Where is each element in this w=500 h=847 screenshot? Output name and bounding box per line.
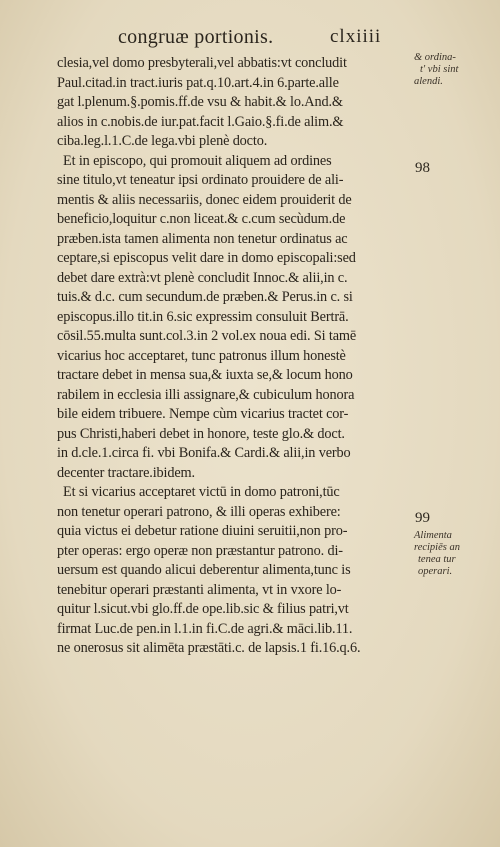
paragraph-start-line: Et in episcopo, qui promouit aliquem ad ordines (63, 152, 332, 169)
text-line: pus Christi,haberi debet in honore, teste glo.& doct. (57, 425, 345, 442)
text-line: episcopus.illo tit.in 6.sic expressim consuluit Bertrā. (57, 308, 349, 325)
text-line: quia victus ei debetur ratione diuini seruitii,non pro- (57, 523, 348, 539)
text-line: sine titulo,vt teneatur ipsi ordinato prouidere de ali- (57, 172, 344, 188)
text-line: firmat Luc.de pen.in l.1.in fi.C.de agri.& māci.lib.11. (57, 620, 353, 637)
text-line: non tenetur operari patrono, & illi operas exhibere: (57, 503, 341, 520)
text-line: ne onerosus sit alimēta præstāti.c. de lapsis.1 fi.16.q.6. (57, 640, 361, 656)
text-line: bile eidem tribuere. Nempe cùm vicarius tractet cor- (57, 406, 349, 422)
text-line: gat l.plenum.§.pomis.ff.de vsu & habit.& lo.And.& (57, 94, 343, 110)
text-line: uersum est quando alicui deberentur alimenta,tunc is (57, 562, 351, 578)
text-line: pter operas: ergo operæ non præstantur patrono. di- (57, 542, 343, 559)
marginal-number: 99 (415, 510, 430, 526)
text-line: rabilem in ecclesia illi assignare,& cubiculum honora (57, 386, 355, 403)
marginal-note: & ordina- t' vbi sint alendi. (414, 52, 459, 87)
text-line: ceptare,si episcopus velit dare in domo episcopali:sed (57, 250, 356, 266)
text-line: tractare debet in mensa sua,& iuxta se,& locum hono (57, 367, 353, 383)
text-line: ciba.leg.l.1.C.de lega.vbi plenè docto. (57, 133, 268, 149)
text-line: clesia,vel domo presbyterali,vel abbatis:vt concludit (57, 55, 347, 71)
paragraph-start-line: Et si vicarius acceptaret victū in domo patroni,tūc (63, 484, 340, 500)
text-line: decenter tractare.ibidem. (57, 464, 195, 481)
folio-number: clxiiii (330, 26, 382, 47)
text-line: tenebitur operari præstanti alimenta, vt in vxore lo- (57, 581, 342, 598)
text-line: mentis & aliis necessariis, donec eidem prouiderit de (57, 191, 352, 208)
text-line: quitur l.sicut.vbi glo.ff.de ope.lib.sic & filius patri,vt (57, 601, 349, 617)
text-line: cōsil.55.multa sunt.col.3.in 2 vol.ex noua edi. Si tamē (57, 328, 357, 344)
text-line: alios in c.nobis.de iur.pat.facit l.Gaio.§.fi.de alim.& (57, 113, 344, 130)
text-line: vicarius hoc acceptaret, tunc patronus illum honestè (57, 347, 346, 364)
text-line: præben.ista tamen alimenta non tenetur ordinatus ac (57, 230, 348, 247)
text-line: Paul.citad.in tract.iuris pat.q.10.art.4.in 6.parte.alle (57, 74, 339, 91)
body-text (57, 54, 412, 659)
text-line: beneficio,loquitur c.non liceat.& c.cum secùdum.de (57, 211, 346, 227)
text-line: in d.cle.1.circa fi. vbi Bonifa.& Cardi.& alii,in verbo (57, 445, 351, 461)
marginal-number: 98 (415, 160, 430, 176)
text-line: debet dare extrà:vt plenè concludit Innoc.& alii,in c. (57, 269, 348, 286)
running-head: congruæ portionis. (118, 26, 274, 48)
marginal-note: Alimenta recipiēs an tenea tur operari. (414, 530, 460, 577)
text-line: tuis.& d.c. cum secundum.de præben.& Perus.in c. si (57, 289, 353, 305)
